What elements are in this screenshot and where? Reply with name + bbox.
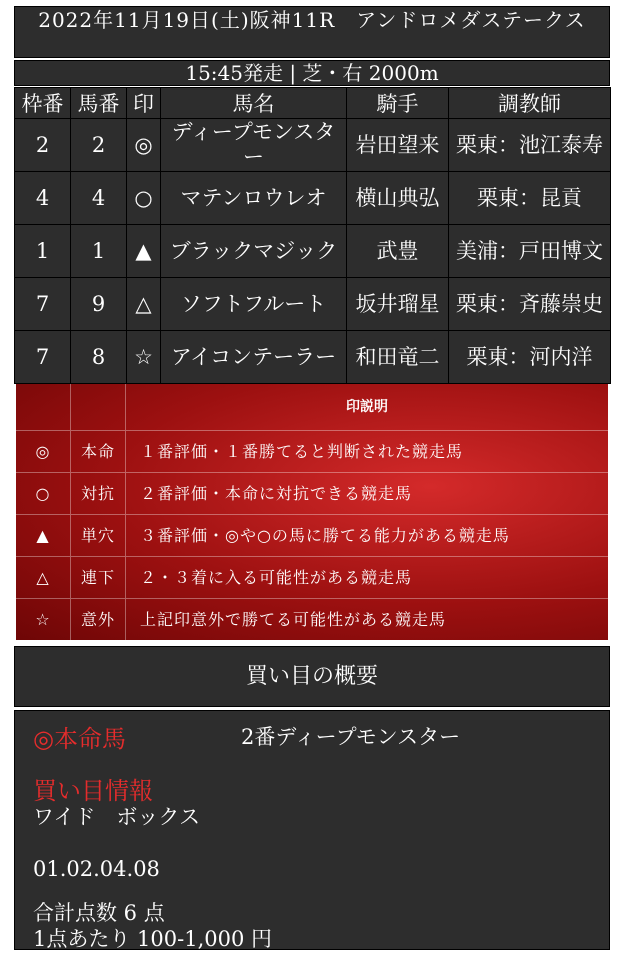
legend-desc: ２番評価・本命に対抗できる競走馬 [140, 484, 413, 503]
star-icon: ☆ [16, 599, 71, 640]
jockey-cell: 横山典弘 [347, 172, 449, 225]
legend-desc: １番評価・１番勝てると判断された競走馬 [140, 442, 464, 461]
trainer-cell: 栗東：昆貢 [449, 172, 611, 225]
umaban-cell: 2 [71, 119, 127, 172]
horse-name-cell: マテンロウレオ [161, 172, 347, 225]
mark-cell: △ [127, 278, 161, 331]
mark-cell: ☆ [127, 331, 161, 384]
triangle-filled-icon: ▲ [16, 515, 71, 556]
legend-title: 印説明 [346, 399, 388, 415]
trainer-cell: 栗東：池江泰寿 [449, 119, 611, 172]
legend-row [16, 473, 608, 515]
table-header-row [15, 88, 611, 119]
race-info: 15:45発走 | 芝・右 2000m [14, 60, 610, 86]
trainer-cell: 美浦：戸田博文 [449, 225, 611, 278]
horse-name-cell: ブラックマジック [161, 225, 347, 278]
legend-label: 本命 [71, 431, 126, 472]
header-jockey: 騎手 [347, 88, 449, 119]
legend-row [16, 599, 608, 640]
legend-desc: ２・３着に入る可能性がある競走馬 [140, 568, 413, 587]
table-row [15, 225, 611, 278]
legend-label: 意外 [71, 599, 126, 640]
triangle-outline-icon: △ [16, 557, 71, 598]
legend-row [16, 515, 608, 557]
jockey-cell: 武豊 [347, 225, 449, 278]
legend-header [16, 384, 608, 431]
legend-label: 対抗 [71, 473, 126, 514]
honmei-value: 2番ディープモンスター [241, 725, 461, 749]
table-row [15, 331, 611, 384]
mark-cell: ◎ [127, 119, 161, 172]
entries-table [14, 87, 611, 384]
umaban-cell: 9 [71, 278, 127, 331]
trainer-cell: 栗東：斉藤崇史 [449, 278, 611, 331]
per-point-amount: 1点あたり 100-1,000 円 [33, 927, 273, 951]
header-trainer: 調教師 [449, 88, 611, 119]
bet-numbers: 01.02.04.08 [33, 857, 160, 881]
total-points: 合計点数 6 点 [33, 901, 165, 925]
bet-type: ワイド ボックス [33, 805, 201, 829]
horse-name-cell: アイコンテーラー [161, 331, 347, 384]
table-row [15, 172, 611, 225]
summary-title: 買い目の概要 [14, 646, 610, 707]
mark-cell: ○ [127, 172, 161, 225]
waku-cell: 1 [15, 225, 71, 278]
jockey-cell: 坂井瑠星 [347, 278, 449, 331]
legend-label: 単穴 [71, 515, 126, 556]
umaban-cell: 8 [71, 331, 127, 384]
jockey-cell: 岩田望来 [347, 119, 449, 172]
race-title: 2022年11月19日(土)阪神11R アンドロメダステークス [14, 6, 610, 58]
waku-cell: 2 [15, 119, 71, 172]
table-row [15, 278, 611, 331]
horse-name-cell: ディープモンスター [161, 119, 347, 172]
trainer-cell: 栗東：河内洋 [449, 331, 611, 384]
table-row [15, 119, 611, 172]
honmei-label: ◎本命馬 [33, 725, 126, 753]
legend-row [16, 431, 608, 473]
bet-info-label: 買い目情報 [33, 777, 153, 805]
legend-label: 連下 [71, 557, 126, 598]
summary-body [14, 710, 610, 950]
header-waku: 枠番 [15, 88, 71, 119]
legend-desc: ３番評価・◎や○の馬に勝てる能力がある競走馬 [140, 526, 510, 545]
circle-icon: ○ [16, 473, 71, 514]
waku-cell: 7 [15, 278, 71, 331]
mark-legend [16, 384, 608, 640]
waku-cell: 7 [15, 331, 71, 384]
legend-row [16, 557, 608, 599]
mark-cell: ▲ [127, 225, 161, 278]
header-umaban: 馬番 [71, 88, 127, 119]
header-mark: 印 [127, 88, 161, 119]
double-circle-icon: ◎ [16, 431, 71, 472]
waku-cell: 4 [15, 172, 71, 225]
jockey-cell: 和田竜二 [347, 331, 449, 384]
umaban-cell: 4 [71, 172, 127, 225]
header-horse-name: 馬名 [161, 88, 347, 119]
horse-name-cell: ソフトフルート [161, 278, 347, 331]
legend-desc: 上記印意外で勝てる可能性がある競走馬 [140, 610, 447, 629]
umaban-cell: 1 [71, 225, 127, 278]
